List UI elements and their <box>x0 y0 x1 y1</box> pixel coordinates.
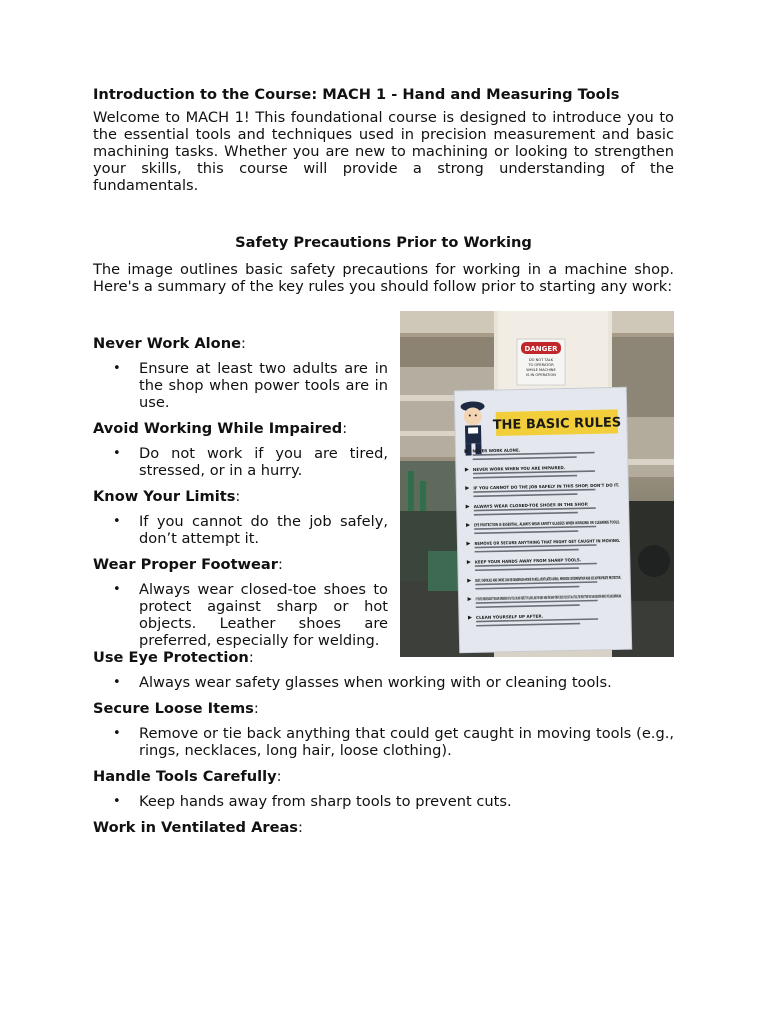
section-heading: Safety Precautions Prior to Working <box>235 234 532 251</box>
rule-bullet-list <box>93 360 388 411</box>
rule-heading-colon: : <box>298 819 303 836</box>
rule-heading <box>93 768 674 785</box>
poster-rule-line: ALWAYS WEAR CLOSED-TOE SHOES IN THE SHOP. <box>473 501 586 509</box>
rules-list-full-width <box>93 649 674 836</box>
danger-sign-line: DO NOT TALK <box>528 358 554 362</box>
safety-poster-photo <box>400 311 714 657</box>
poster-rule-line: CLEAN YOURSELF UP AFTER. <box>475 613 542 620</box>
rule-bullet-item: • Keep hands away from sharp tools to prevent cuts. <box>93 793 674 810</box>
poster-rule-line: NEVER WORK ALONE. <box>472 447 522 454</box>
rule-bullet-list <box>93 674 674 691</box>
rule-heading-colon: : <box>276 768 282 785</box>
rule-heading <box>93 420 388 437</box>
poster-rule-line: IF YOU CANNOT DO THE JOB SAFELY IN THIS SHOP, DON'T DO IT. <box>473 482 621 491</box>
poster-rule-line: EYE PROTECTION IS ESSENTIAL. ALWAYS WEAR SAFETY GLASSES WHEN WORKING OR CLEANING TOOLS. <box>474 517 714 528</box>
rule-bullet-list <box>93 513 388 547</box>
rule-bullet-list <box>93 581 388 649</box>
poster-rule-line: KEEP YOUR HANDS AWAY FROM SHARP TOOLS. <box>474 557 584 565</box>
intro-paragraph: Welcome to MACH 1! This foundational course is designed to introduce you to the essential tools and techniques used in precision measurement and basic machining tasks. Whether you are new to machining or looking to strengthen your skills, this course will provide a strong understanding of the fundamentals. <box>93 109 674 194</box>
rule-bullet-item: • If you cannot do the job safely, don’t attempt it. <box>93 513 388 547</box>
document-title: Introduction to the Course: MACH 1 - Hand and Measuring Tools <box>93 86 620 103</box>
poster-rule-line: REMOVE OR SECURE ANYTHING THAT MIGHT GET CAUGHT IN MOVING. <box>474 537 636 546</box>
rule-bullet-item: • Always wear safety glasses when working with or cleaning tools. <box>93 674 674 691</box>
rule-bullet-item: • Remove or tie back anything that could get caught in moving tools (e.g., rings, necklaces, long hair, loose clothing). <box>93 725 674 759</box>
rule-heading-label: Use Eye Protection <box>93 649 249 666</box>
rules-block <box>93 311 714 836</box>
rule-heading-colon: : <box>248 649 254 666</box>
rule-heading-label: Work in Ventilated Areas <box>93 819 298 836</box>
danger-sign-line: IS IN OPERATION <box>526 373 556 377</box>
danger-sign-line: WHILE MACHINE <box>526 368 556 372</box>
danger-sign-text <box>526 358 556 377</box>
rule-heading-colon: : <box>342 420 348 437</box>
rule-heading-colon: : <box>253 700 259 717</box>
rule-heading <box>93 556 388 573</box>
danger-sign-label: DANGER <box>524 345 558 353</box>
poster-title: THE BASIC RULES <box>492 415 622 434</box>
rule-bullet-list <box>93 793 674 810</box>
rule-bullet-item: • Ensure at least two adults are in the shop when power tools are in use. <box>93 360 388 411</box>
poster-rule-line: NEVER WORK WHEN YOU ARE IMPAIRED. <box>472 465 567 472</box>
rule-heading <box>93 488 388 505</box>
rule-bullet-item: • Always wear closed-toe shoes to protect against sharp or hot objects. Leather shoes are preferred, especially for welding. <box>93 581 388 649</box>
rule-heading-label: Handle Tools Carefully <box>93 768 277 785</box>
rule-bullet-list <box>93 725 674 759</box>
rule-bullet-list <box>93 445 388 479</box>
rule-heading <box>93 335 388 352</box>
rule-heading-label: Secure Loose Items <box>93 700 254 717</box>
document-page <box>93 86 714 836</box>
rule-heading <box>93 700 674 717</box>
rule-heading-colon: : <box>277 556 283 573</box>
summary-paragraph: The image outlines basic safety precautions for working in a machine shop. Here's a summary of the key rules you should follow prior to starting any work: <box>93 261 674 295</box>
rule-heading-colon: : <box>235 488 241 505</box>
rule-bullet-item: • Do not work if you are tired, stressed, or in a hurry. <box>93 445 388 479</box>
danger-sign-line: TO OPERATOR <box>528 363 554 367</box>
rules-list-left <box>93 311 388 649</box>
rule-heading-label: Wear Proper Footwear <box>93 556 278 573</box>
rule-heading <box>93 819 674 836</box>
rule-heading-label: Never Work Alone <box>93 335 241 352</box>
rule-heading-label: Know Your Limits <box>93 488 236 505</box>
rule-heading-label: Avoid Working While Impaired <box>93 420 343 437</box>
rule-heading-colon: : <box>241 335 246 352</box>
